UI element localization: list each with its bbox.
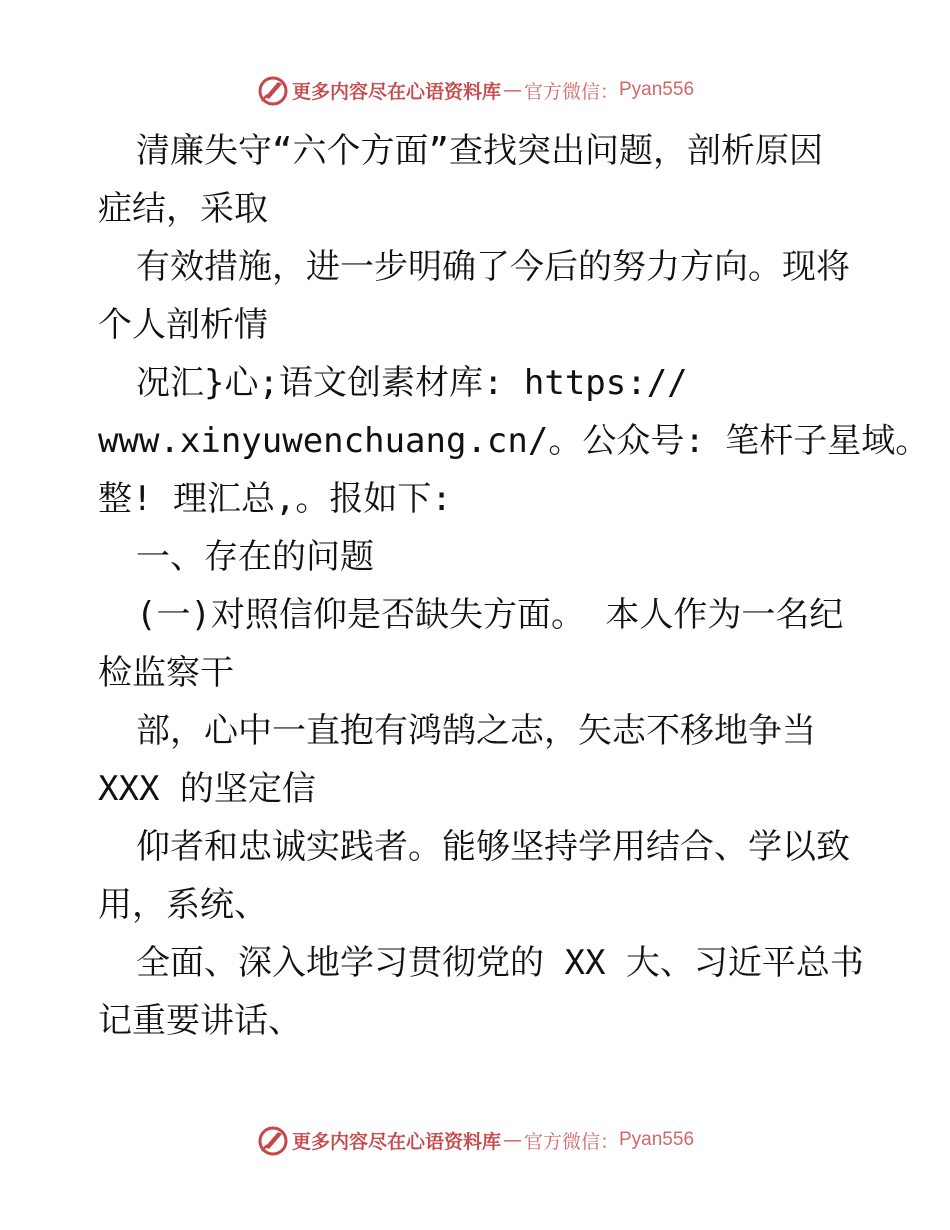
header-watermark	[0, 70, 950, 110]
body-line: www.xinyuwenchuang.cn/。公众号: 笔杆子星域。	[98, 421, 930, 461]
watermark-id: Pyan556	[619, 1129, 695, 1150]
quill-logo-icon	[256, 73, 290, 107]
body-line: 整! 理汇总,。报如下:	[98, 479, 452, 519]
watermark-label: 官方微信：	[523, 1130, 619, 1153]
watermark-id: Pyan556	[619, 79, 695, 100]
body-line: 记重要讲话、	[98, 1001, 302, 1041]
watermark-label: 官方微信：	[523, 80, 619, 103]
body-line: 症结，采取	[98, 189, 268, 229]
body-line: 用，系统、	[98, 885, 268, 925]
watermark-dash: —	[502, 1129, 522, 1151]
body-line: (一)对照信仰是否缺失方面。 本人作为一名纪	[136, 595, 844, 635]
footer-watermark	[0, 1120, 950, 1160]
body-line: 检监察干	[98, 653, 234, 693]
body-line: 况汇}心;语文创素材库: https://	[136, 363, 688, 403]
watermark-dash: —	[502, 79, 522, 101]
body-line: 清廉失守“六个方面”查找突出问题，剖析原因	[136, 131, 823, 171]
section-heading: 一、存在的问题	[136, 537, 374, 577]
body-line: 仰者和忠诚实践者。能够坚持学用结合、学以致	[136, 827, 850, 867]
watermark-brand: 更多内容尽在心语资料库	[291, 80, 501, 103]
body-line: 部，心中一直抱有鸿鹄之志，矢志不移地争当	[136, 711, 816, 751]
body-line: 有效措施，进一步明确了今后的努力方向。现将	[136, 247, 850, 287]
quill-logo-icon	[256, 1123, 290, 1157]
body-line: 全面、深入地学习贯彻党的 XX 大、习近平总书	[136, 943, 864, 983]
document-body	[98, 122, 930, 1050]
body-line: XXX 的坚定信	[98, 769, 316, 809]
watermark-brand: 更多内容尽在心语资料库	[291, 1130, 501, 1153]
body-line: 个人剖析情	[98, 305, 268, 345]
